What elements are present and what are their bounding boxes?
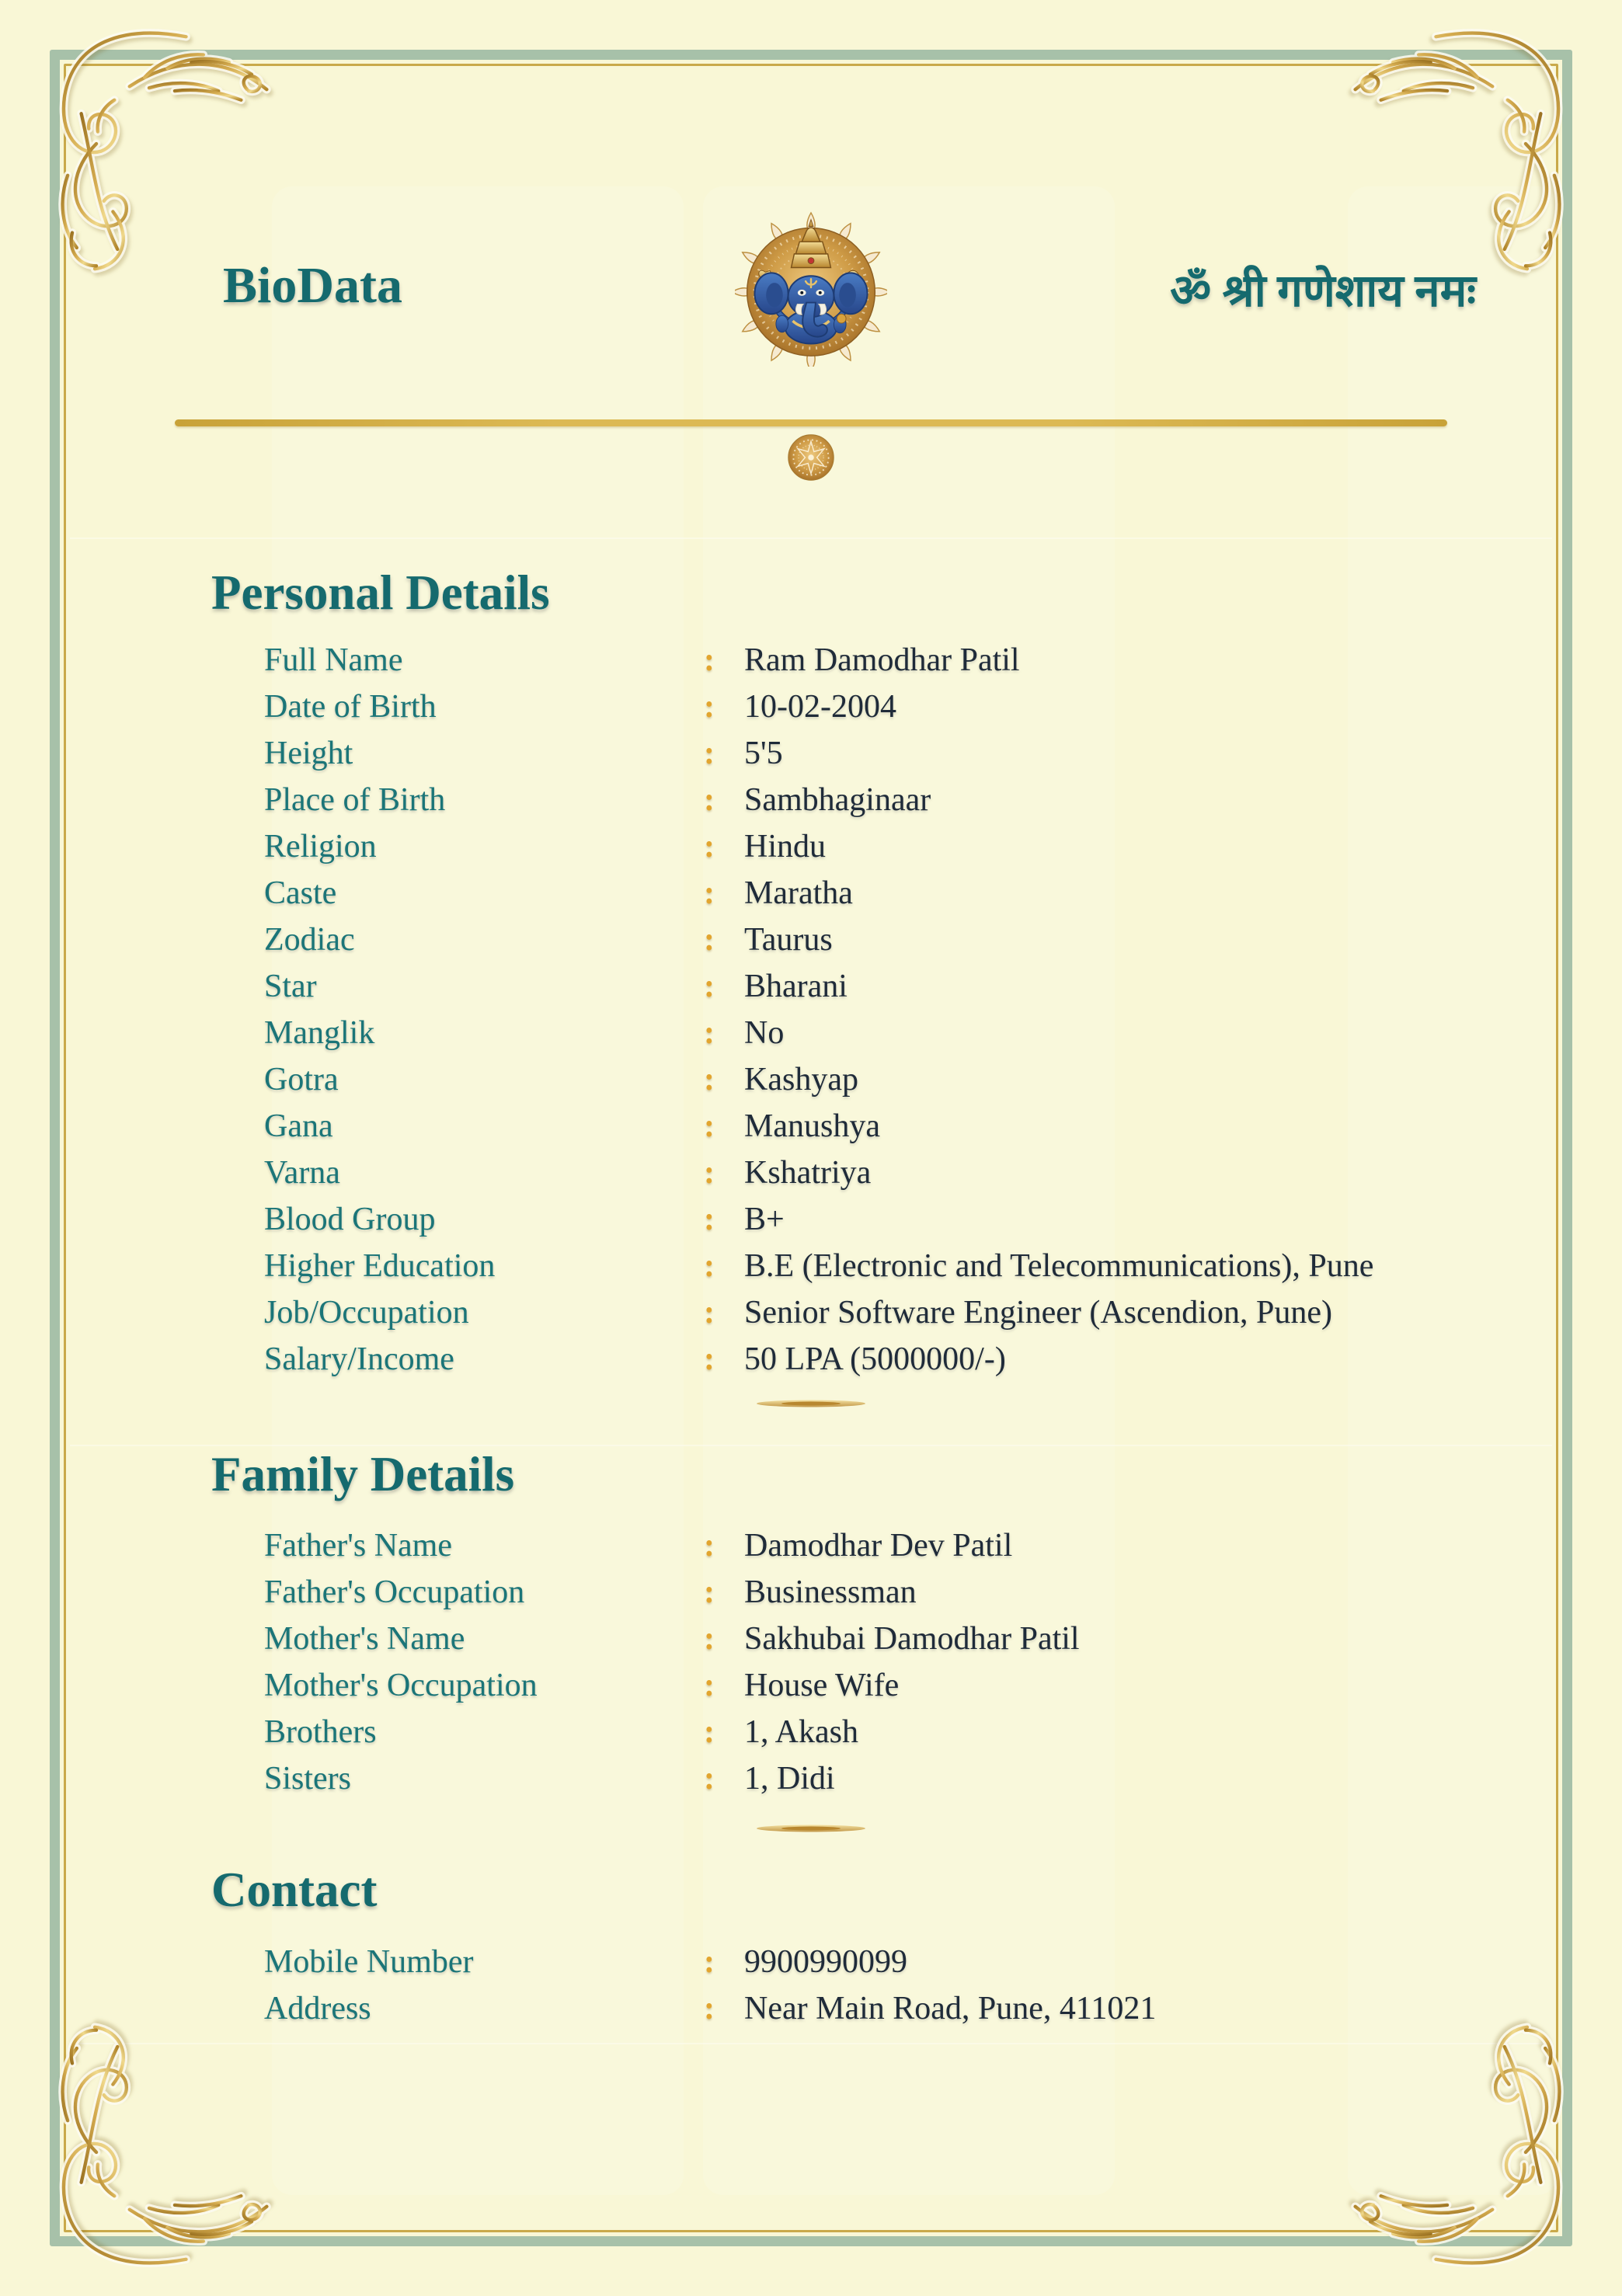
detail-row [264,1755,1490,1802]
field-label: Varna [264,1155,340,1191]
detail-row [264,917,1490,963]
colon-separator: : [704,1015,715,1051]
colon-separator: : [704,1202,715,1237]
detail-row [264,637,1490,684]
detail-row [264,1522,1490,1569]
colon-separator: : [704,1621,715,1657]
page-title: BioData [223,257,402,314]
field-label: Height [264,736,353,771]
ganesh-invocation-text: ॐ श्री गणेशाय नमः [1170,266,1476,316]
field-value: 10-02-2004 [744,689,896,725]
colon-separator: : [704,1062,715,1098]
field-label: Date of Birth [264,689,437,725]
peacock-feather-flourish-icon [1345,17,1602,273]
peacock-feather-flourish-icon [1345,2023,1602,2279]
field-value: Maratha [744,875,853,911]
field-label: Mobile Number [264,1944,474,1980]
detail-row [264,1150,1490,1196]
detail-row [264,870,1490,917]
detail-row [264,684,1490,730]
field-value: 9900990099 [744,1944,907,1980]
field-label: Job/Occupation [264,1295,469,1331]
field-label: Mother's Occupation [264,1668,538,1703]
section-family-details [264,1522,1490,1802]
colon-separator: : [704,922,715,958]
colon-separator: : [704,1574,715,1610]
colon-separator: : [704,1714,715,1750]
detail-row [264,1056,1490,1103]
field-value: Near Main Road, Pune, 411021 [744,1991,1157,2026]
field-value: Manushya [744,1108,880,1144]
field-value: Taurus [744,922,833,958]
field-value: Bharani [744,969,848,1004]
colon-separator: : [704,1295,715,1331]
field-value: 50 LPA (5000000/-) [744,1341,1006,1377]
field-label: Father's Name [264,1528,452,1564]
field-label: Full Name [264,642,403,678]
header-divider-line [175,419,1447,426]
colon-separator: : [704,1991,715,2026]
detail-row [264,823,1490,870]
detail-row [264,1662,1490,1709]
field-label: Gana [264,1108,333,1144]
field-label: Blood Group [264,1202,436,1237]
field-label: Sisters [264,1761,352,1797]
colon-separator: : [704,689,715,725]
field-label: Manglik [264,1015,375,1051]
detail-row [264,1985,1490,2032]
colon-separator: : [704,736,715,771]
field-label: Address [264,1991,371,2026]
field-label: Father's Occupation [264,1574,525,1610]
field-label: Zodiac [264,922,355,958]
field-value: Ram Damodhar Patil [744,642,1020,678]
field-value: Damodhar Dev Patil [744,1528,1013,1564]
peacock-feather-flourish-icon [20,17,277,273]
detail-row [264,1709,1490,1755]
mandala-medallion-icon [785,432,837,483]
detail-row [264,1939,1490,1985]
colon-separator: : [704,642,715,678]
detail-row [264,963,1490,1010]
colon-separator: : [704,1341,715,1377]
section-divider-icon [753,1822,869,1835]
field-value: 1, Akash [744,1714,858,1750]
colon-separator: : [704,1248,715,1284]
field-value: Hindu [744,829,826,864]
detail-row [264,1569,1490,1616]
field-value: Kashyap [744,1062,858,1098]
field-label: Brothers [264,1714,377,1750]
colon-separator: : [704,969,715,1004]
colon-separator: : [704,1761,715,1797]
section-personal-details [264,637,1490,1383]
field-value: Senior Software Engineer (Ascendion, Pune) [744,1295,1332,1331]
detail-row [264,1010,1490,1056]
peacock-feather-flourish-icon [20,2023,277,2279]
detail-row [264,1243,1490,1289]
field-value: B+ [744,1202,785,1237]
field-value: 1, Didi [744,1761,835,1797]
section-contact [264,1939,1490,2032]
detail-row [264,1103,1490,1150]
colon-separator: : [704,1108,715,1144]
colon-separator: : [704,782,715,818]
field-value: House Wife [744,1668,900,1703]
detail-row [264,1289,1490,1336]
section-heading-personal-details: Personal Details [211,565,550,620]
field-label: Religion [264,829,377,864]
field-label: Star [264,969,317,1004]
colon-separator: : [704,1528,715,1564]
field-label: Higher Education [264,1248,496,1284]
field-value: Businessman [744,1574,917,1610]
field-label: Gotra [264,1062,339,1098]
field-value: Sambhaginaar [744,782,931,818]
field-value: Sakhubai Damodhar Patil [744,1621,1080,1657]
field-label: Place of Birth [264,782,446,818]
colon-separator: : [704,829,715,864]
field-value: 5'5 [744,736,783,771]
colon-separator: : [704,1155,715,1191]
detail-row [264,1336,1490,1383]
detail-row [264,777,1490,823]
colon-separator: : [704,1668,715,1703]
section-divider-icon [753,1397,869,1410]
field-value: B.E (Electronic and Telecommunications), Pune [744,1248,1374,1284]
field-label: Mother's Name [264,1621,465,1657]
colon-separator: : [704,1944,715,1980]
ganesha-icon [735,207,887,367]
field-value: Kshatriya [744,1155,872,1191]
field-label: Salary/Income [264,1341,454,1377]
detail-row [264,730,1490,777]
detail-row [264,1196,1490,1243]
field-value: No [744,1015,785,1051]
section-heading-family-details: Family Details [211,1447,515,1501]
section-heading-contact: Contact [211,1863,378,1917]
colon-separator: : [704,875,715,911]
detail-row [264,1616,1490,1662]
field-label: Caste [264,875,337,911]
